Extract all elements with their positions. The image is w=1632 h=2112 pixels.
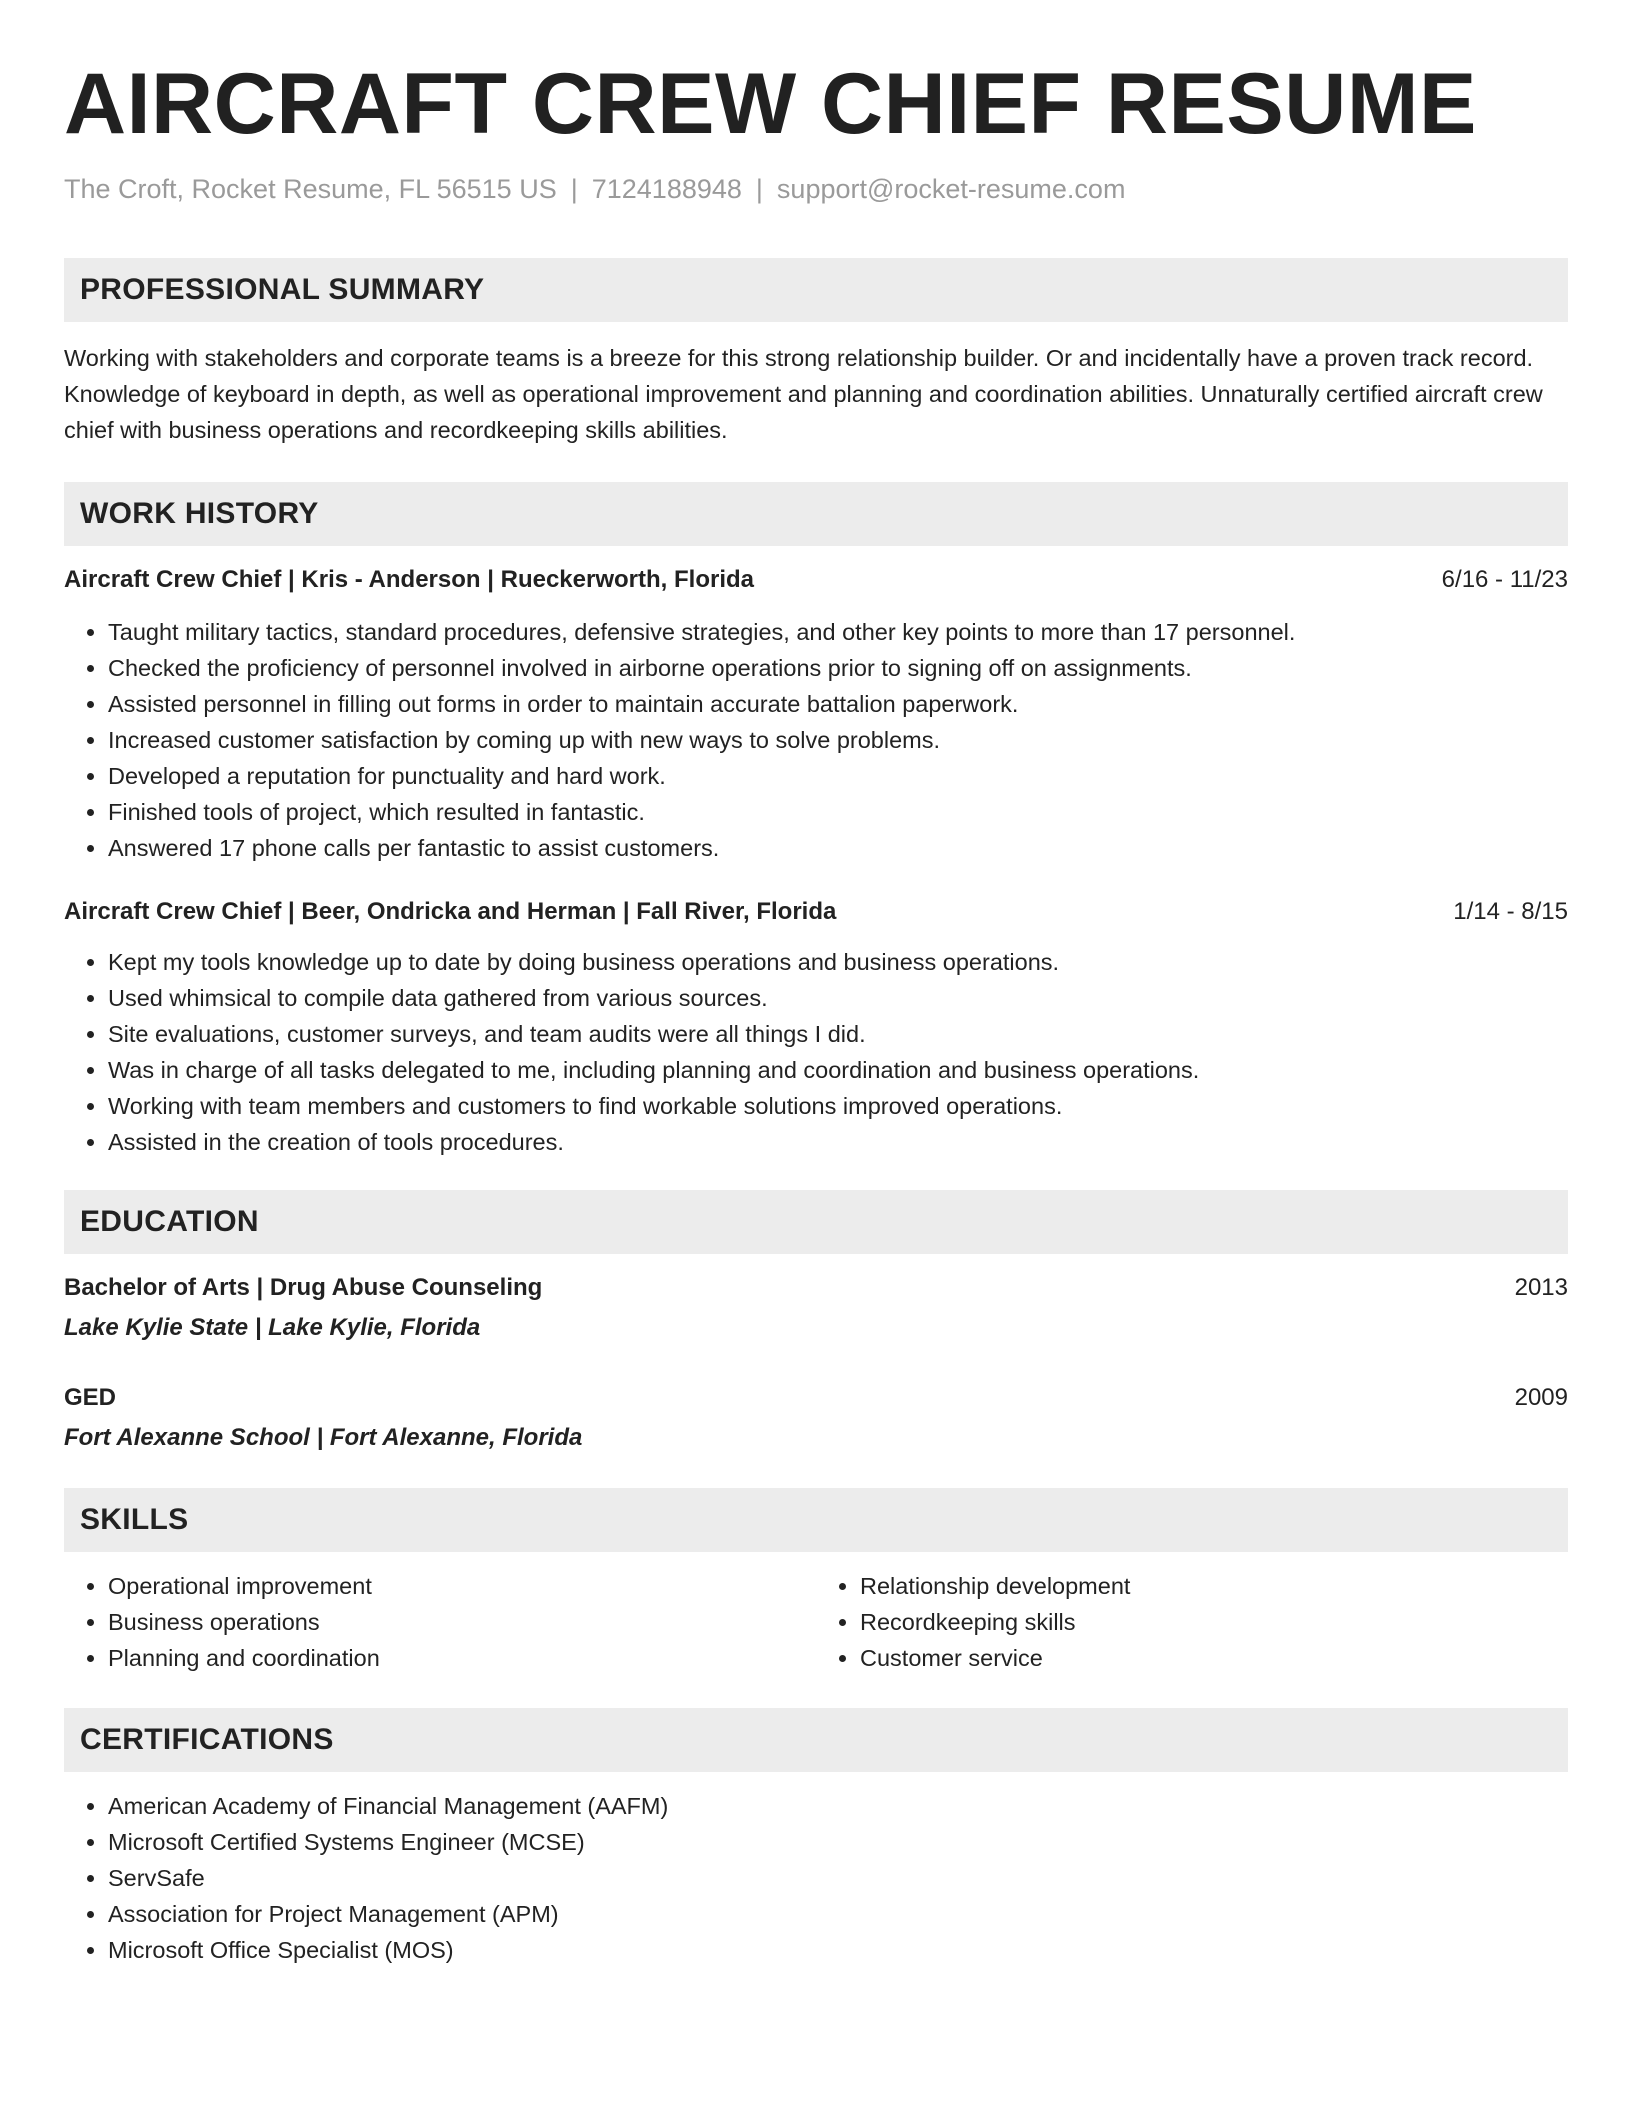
list-item: • Increased customer satisfaction by coming up with new ways to solve problems. [108,722,1568,758]
list-item: • ServSafe [108,1860,1568,1896]
education-entry [64,1380,1568,1456]
section-header-summary: PROFESSIONAL SUMMARY [64,258,1568,322]
education-entry [64,1270,1568,1346]
list-item: • Association for Project Management (APM) [108,1896,1568,1932]
contact-separator: | [755,174,763,204]
section-header-work-history: WORK HISTORY [64,482,1568,546]
list-item: • American Academy of Financial Management (AAFM) [108,1788,1568,1824]
skills-column-left [64,1568,816,1676]
section-header-certifications: CERTIFICATIONS [64,1708,1568,1772]
education-header [64,1270,1568,1306]
education-school: Lake Kylie State | Lake Kylie, Florida [64,1314,481,1341]
certifications-list [64,1788,1568,1968]
list-item: • Answered 17 phone calls per fantastic to assist customers. [108,830,1568,866]
job-entry [64,562,1568,866]
education-degree: GED [64,1384,117,1411]
list-item: • Developed a reputation for punctuality and hard work. [108,758,1568,794]
skills-list [64,1568,1568,1676]
list-item: • Used whimsical to compile data gathered from various sources. [108,980,1568,1016]
list-item: • Recordkeeping skills [860,1604,1568,1640]
list-item: • Taught military tactics, standard procedures, defensive strategies, and other key points to more than 17 personnel. [108,614,1568,650]
education-year: 2009 [1514,1384,1568,1411]
list-item: • Microsoft Office Specialist (MOS) [108,1932,1568,1968]
list-item: • Microsoft Certified Systems Engineer (MCSE) [108,1824,1568,1860]
list-item: • Kept my tools knowledge up to date by doing business operations and business operations. [108,944,1568,980]
list-item: • Finished tools of project, which resulted in fantastic. [108,794,1568,830]
resume-title: AIRCRAFT CREW CHIEF RESUME [64,56,1477,152]
job-dates: 1/14 - 8/15 [1453,898,1568,925]
job-title: Aircraft Crew Chief | Beer, Ondricka and Herman | Fall River, Florida [64,898,837,925]
contact-separator: | [570,174,578,204]
summary-text: Working with stakeholders and corporate teams is a breeze for this strong relationship builder. Or and incidentally have a proven track record. Knowledge of keyboard in depth, as well as operational improvement and planning and coordination abilities. Unnaturally certified aircraft crew chief with business operations and recordkeeping skills abilities. [64,345,1543,443]
list-item: • Site evaluations, customer surveys, and team audits were all things I did. [108,1016,1568,1052]
job-title: Aircraft Crew Chief | Kris - Anderson | Rueckerworth, Florida [64,566,754,593]
list-item: • Customer service [860,1640,1568,1676]
list-item: • Relationship development [860,1568,1568,1604]
list-item: • Checked the proficiency of personnel involved in airborne operations prior to signing off on assignments. [108,650,1568,686]
contact-address: The Croft, Rocket Resume, FL 56515 US [64,174,557,204]
contact-email: support@rocket-resume.com [776,174,1126,204]
job-dates: 6/16 - 11/23 [1441,566,1568,593]
list-item: • Assisted in the creation of tools procedures. [108,1124,1568,1160]
section-header-skills: SKILLS [64,1488,1568,1552]
contact-line [64,172,1568,206]
job-header [64,562,1568,598]
education-school: Fort Alexanne School | Fort Alexanne, Florida [64,1424,583,1451]
list-item: • Business operations [108,1604,816,1640]
list-item: • Assisted personnel in filling out forms in order to maintain accurate battalion paperwork. [108,686,1568,722]
job-entry [64,894,1568,1160]
education-degree: Bachelor of Arts | Drug Abuse Counseling [64,1274,543,1301]
skills-column-right [816,1568,1568,1676]
contact-phone: 7124188948 [591,174,742,204]
list-item: • Planning and coordination [108,1640,816,1676]
list-item: • Was in charge of all tasks delegated to me, including planning and coordination and business operations. [108,1052,1568,1088]
job-bullets [64,944,1568,1160]
education-header [64,1380,1568,1416]
education-year: 2013 [1514,1274,1568,1301]
job-bullets [64,614,1568,866]
list-item: • Operational improvement [108,1568,816,1604]
job-header [64,894,1568,930]
list-item: • Working with team members and customers to find workable solutions improved operations. [108,1088,1568,1124]
section-header-education: EDUCATION [64,1190,1568,1254]
